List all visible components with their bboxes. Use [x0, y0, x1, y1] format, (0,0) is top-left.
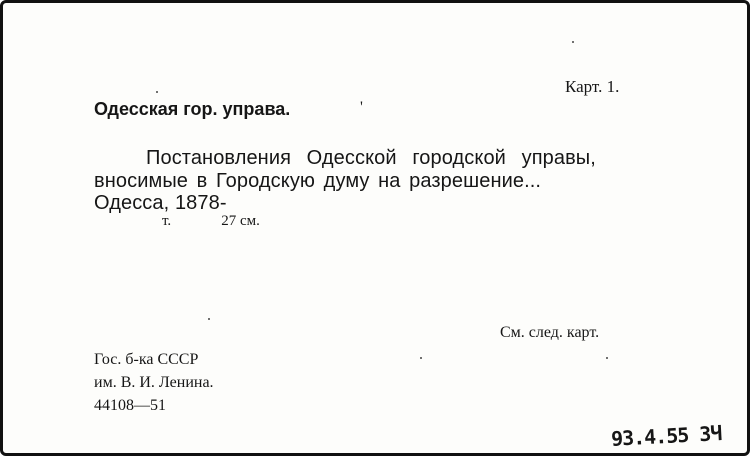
speck: [208, 318, 210, 320]
library-stamp: [94, 348, 214, 417]
title-line-2: вносимые в Городскую думу на разрешение...: [94, 170, 542, 192]
speck: [420, 357, 422, 359]
speck: [156, 91, 158, 93]
title-line-1: Постановления Одесской городской управы,: [146, 147, 596, 169]
speck: [572, 41, 574, 43]
volume-label: т.: [162, 213, 172, 229]
size-value: 27 см.: [221, 213, 260, 229]
library-line-1: Гос. б-ка СССР: [94, 351, 199, 368]
speck: [606, 357, 608, 359]
tick-mark: ': [360, 99, 363, 116]
library-line-2: им. В. И. Ленина.: [94, 374, 214, 391]
physical-description: [162, 213, 260, 230]
see-next-card: См. след. карт.: [500, 324, 600, 341]
handwritten-shelfmark: 93.4.55 ЗЧ: [610, 421, 722, 451]
card-number: Карт. 1.: [565, 77, 620, 96]
card-heading: Одесская гор. управа.: [94, 99, 291, 119]
library-line-3: 44108—51: [94, 397, 166, 414]
title-line-3: Одесса, 1878-: [94, 192, 227, 214]
